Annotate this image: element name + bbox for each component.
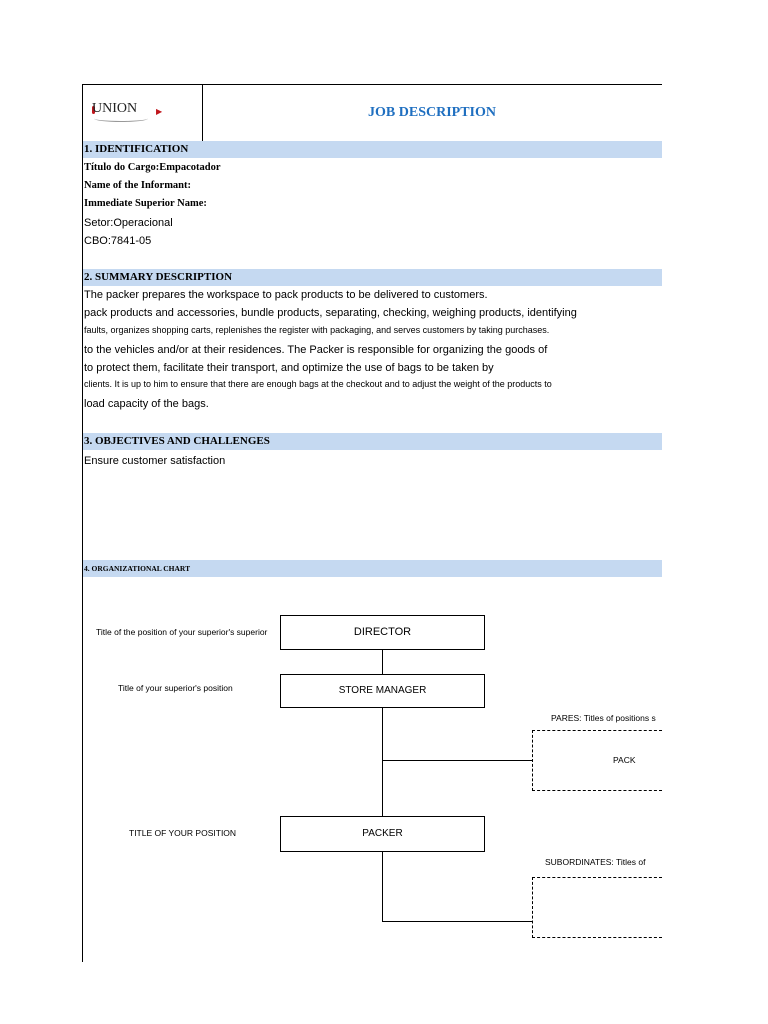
sheet-left-border <box>82 84 83 962</box>
subordinates-box <box>532 877 662 938</box>
logo-mark-right: ▶ <box>156 107 163 116</box>
sector-field: Setor:Operacional <box>84 217 173 229</box>
company-logo: UNION <box>92 101 138 116</box>
summary-line: to protect them, facilitate their transport, and optimize the use of bags to be taken by <box>84 362 494 374</box>
director-box: DIRECTOR <box>280 615 485 650</box>
superiors-superior-label: Title of the position of your superior's superior <box>96 627 268 637</box>
document-header <box>82 84 662 142</box>
informant-field: Name of the Informant: <box>84 180 192 191</box>
logo-swoosh <box>94 115 148 122</box>
connector-manager-packer <box>382 708 383 816</box>
subordinates-label: SUBORDINATES: Titles of <box>545 857 646 867</box>
superior-label: Title of your superior's position <box>118 683 233 693</box>
job-title-field: Título do Cargo:Empacotador <box>84 162 221 173</box>
peers-label: PARES: Titles of positions s <box>551 713 656 723</box>
packer-box: PACKER <box>280 816 485 852</box>
cbo-field: CBO:7841-05 <box>84 235 152 247</box>
summary-line: to the vehicles and/or at their residences. The Packer is responsible for organizing the goods of <box>84 344 548 356</box>
connector-director-manager <box>382 650 383 674</box>
document-title: JOB DESCRIPTION <box>368 105 496 120</box>
your-position-label: TITLE OF YOUR POSITION <box>129 828 237 838</box>
section-org-chart-heading: 4. ORGANIZATIONAL CHART <box>83 560 662 577</box>
summary-line: faults, organizes shopping carts, replenishes the register with packaging, and serves customers by taking purchases. <box>84 325 550 335</box>
peers-box <box>532 730 662 791</box>
store-manager-box: STORE MANAGER <box>280 674 485 708</box>
connector-packer-subordinates <box>382 852 383 922</box>
summary-line: load capacity of the bags. <box>84 398 209 410</box>
connector-to-subordinates <box>382 921 532 922</box>
logo-cell <box>82 85 203 141</box>
section-summary-heading: 2. SUMMARY DESCRIPTION <box>83 269 662 286</box>
summary-line: pack products and accessories, bundle products, separating, checking, weighing products, identifying <box>84 307 577 319</box>
section-identification-heading: 1. IDENTIFICATION <box>83 141 662 158</box>
section-objectives-heading: 3. OBJECTIVES AND CHALLENGES <box>83 433 662 450</box>
superior-name-field: Immediate Superior Name: <box>84 198 207 209</box>
peers-box-text: PACK <box>613 755 636 765</box>
objectives-text: Ensure customer satisfaction <box>84 455 226 467</box>
summary-line: The packer prepares the workspace to pack products to be delivered to customers. <box>84 289 488 301</box>
connector-to-peers <box>382 760 532 761</box>
summary-line: clients. It is up to him to ensure that there are enough bags at the checkout and to adjust the weight of the products to <box>84 379 552 389</box>
